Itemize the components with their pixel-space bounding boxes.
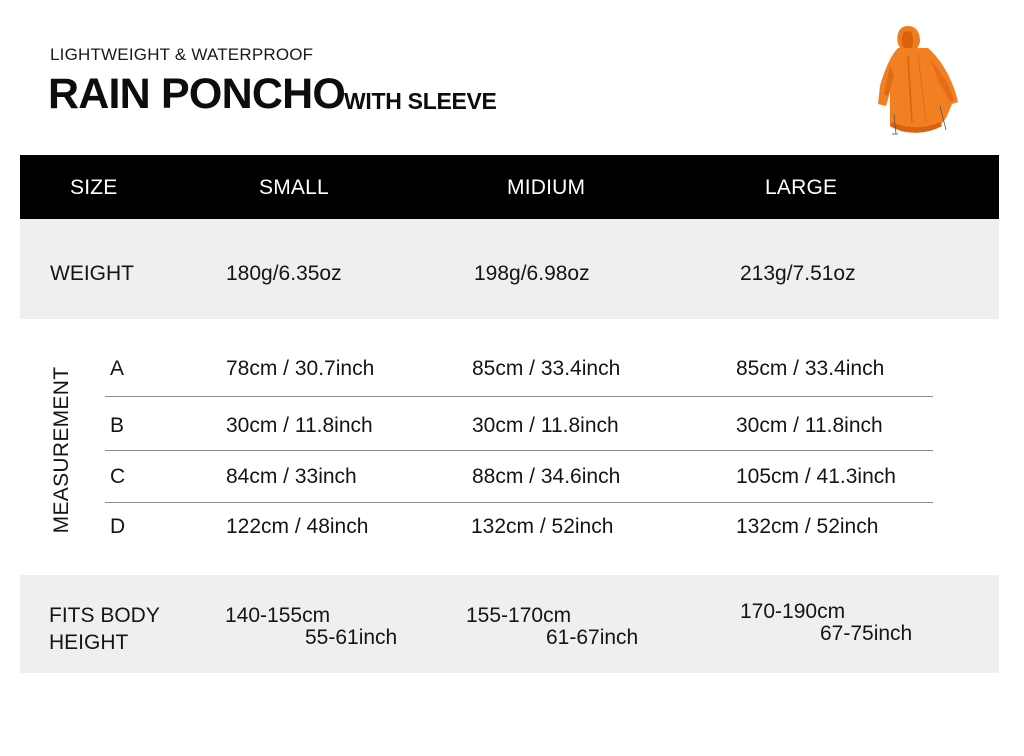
measurement-label: MEASUREMENT [50,366,73,534]
row-b-medium: 30cm / 11.8inch [472,414,619,437]
row-d-small: 122cm / 48inch [226,515,369,538]
poncho-icon [868,22,964,142]
height-large-cm: 170-190cm [740,600,846,623]
row-a-small: 78cm / 30.7inch [226,357,375,380]
row-a-medium: 85cm / 33.4inch [472,357,621,380]
row-b-large: 30cm / 11.8inch [736,414,883,437]
row-c-small: 84cm / 33inch [226,465,357,488]
row-c-label: C [110,465,126,488]
row-c-large: 105cm / 41.3inch [736,465,896,488]
fits-body-label-line1: FITS BODY [49,604,160,627]
subtitle: LIGHTWEIGHT & WATERPROOF [50,45,314,64]
height-medium-cm: 155-170cm [466,604,572,627]
title-suffix: WITH SLEEVE [344,88,497,114]
row-a-large: 85cm / 33.4inch [736,357,885,380]
header-large: LARGE [765,176,838,199]
fits-body-label-line2: HEIGHT [49,631,129,654]
header-medium: MIDIUM [507,176,586,199]
page-title: RAIN PONCHO [48,70,345,118]
weight-small: 180g/6.35oz [226,262,342,285]
row-divider [105,396,933,397]
row-divider [105,502,933,503]
weight-label: WEIGHT [50,262,134,285]
header-size: SIZE [70,176,118,199]
row-divider [105,450,933,451]
height-small-inch: 55-61inch [305,626,398,649]
height-medium-inch: 61-67inch [546,626,639,649]
row-b-small: 30cm / 11.8inch [226,414,373,437]
weight-large: 213g/7.51oz [740,262,856,285]
row-d-medium: 132cm / 52inch [471,515,614,538]
row-c-medium: 88cm / 34.6inch [472,465,621,488]
row-a-label: A [110,357,125,380]
height-large-inch: 67-75inch [820,622,913,645]
weight-medium: 198g/6.98oz [474,262,590,285]
height-small-cm: 140-155cm [225,604,331,627]
row-d-large: 132cm / 52inch [736,515,879,538]
row-b-label: B [110,414,125,437]
row-d-label: D [110,515,126,538]
header-small: SMALL [259,176,329,199]
